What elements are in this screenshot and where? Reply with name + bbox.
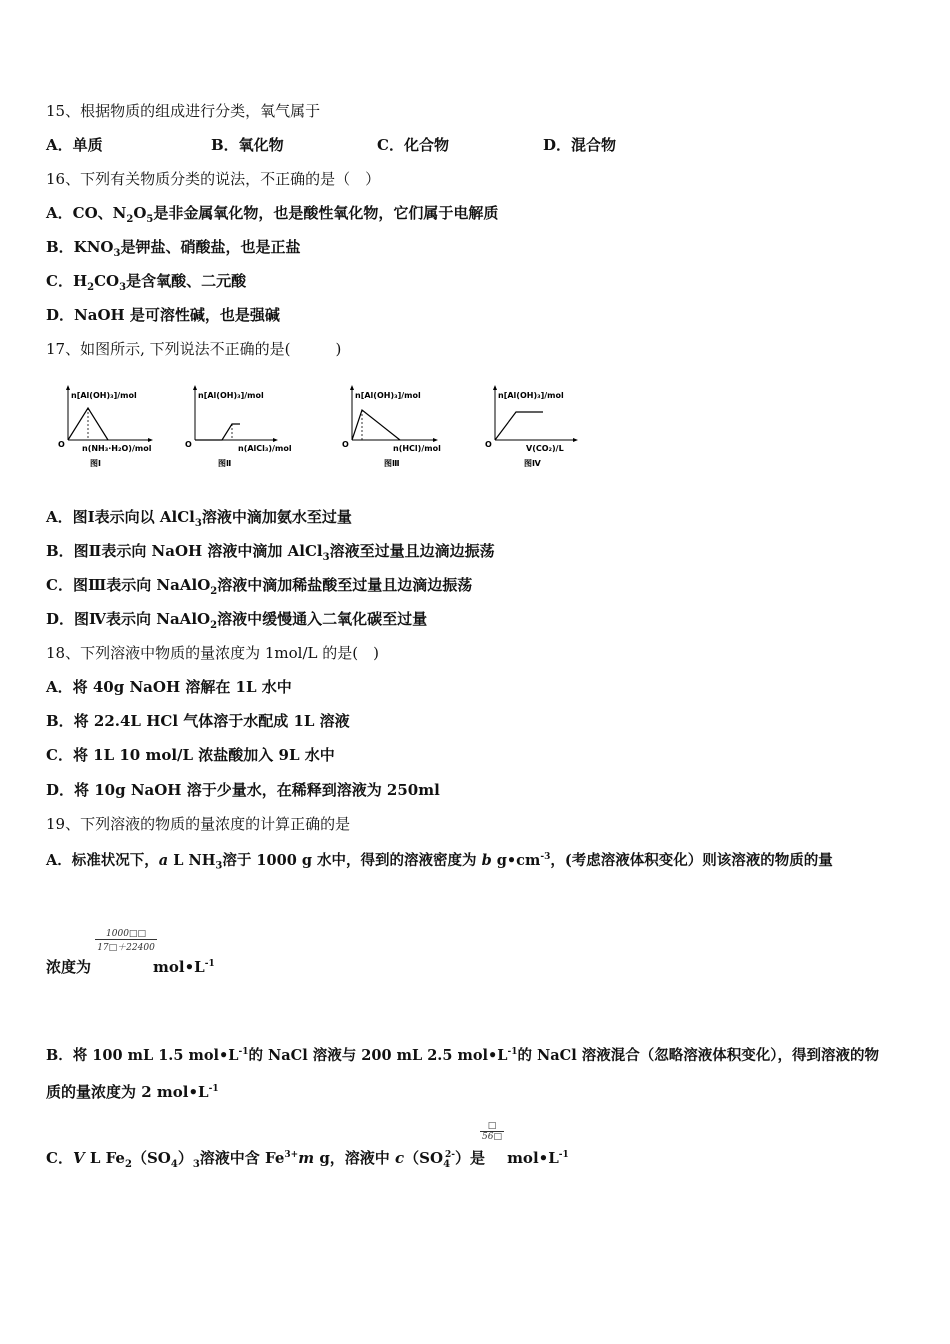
- graph-4-xlabel: V(CO₂)/L: [526, 444, 564, 453]
- graph-1-origin: O: [58, 440, 65, 449]
- graph-1-xlabel: n(NH₃·H₂O)/mol: [82, 444, 152, 453]
- q17-option-c: C．图Ⅲ表示向 NaAlO$_2$溶液中滴加稀盐酸至过量且边滴边振荡: [46, 576, 473, 597]
- q16-option-b: B．$KNO_3$是钾盐、硝酸盐，也是正盐: [46, 238, 301, 259]
- graph-1-caption: 图Ⅰ: [90, 459, 101, 468]
- q16-option-d: D．NaOH 是可溶性碱，也是强碱: [46, 306, 280, 324]
- q19-option-a-line1: A．标准状况下，a L $NH_3$溶于 1000 g 水中，得到的溶液密度为 b $g•cm^{-3}$，(考虑溶液体积变化）则该溶液的物质的量: [46, 851, 833, 872]
- q15-option-c: C．化合物: [377, 136, 449, 154]
- q19-a-fraction-numerator: 1000□□: [106, 929, 146, 939]
- q19-a-fraction: [95, 929, 157, 953]
- graph-1-ylabel: n[Al(OH)₃]/mol: [71, 391, 137, 400]
- q19-option-b-line1: B．将 100 mL 1.5 $mol•L^{-1}$的 NaCl 溶液与 200 mL 2.5 $mol•L^{-1}$的 NaCl 溶液混合（忽略溶液体积变化），得到溶液的物: [46, 1046, 880, 1064]
- graph-2-xlabel: n(AlCl₃)/mol: [238, 444, 292, 453]
- q18-stem: 18、下列溶液中物质的量浓度为 1mol/L 的是( ): [46, 644, 379, 662]
- q18-option-b: B．将 22.4L HCl 气体溶于水配成 1L 溶液: [46, 712, 350, 730]
- q19-c-fraction-numerator: □: [487, 1121, 497, 1131]
- graph-2: [185, 385, 292, 468]
- graph-4-origin: O: [485, 440, 492, 449]
- q16-option-a: A．CO、$N_2O_5$是非金属氧化物，也是酸性氧化物，它们属于电解质: [46, 204, 499, 225]
- q19-option-b-line2: 质的量浓度为 2 $mol•L^{-1}$: [46, 1083, 219, 1101]
- q19-c-fraction: [480, 1121, 504, 1142]
- q16-option-c: C．$H_2CO_3$是含氧酸、二元酸: [46, 272, 247, 293]
- q15-option-b: B．氧化物: [211, 136, 284, 154]
- q17-option-b: B．图Ⅱ表示向 NaOH 溶液中滴加 AlCl$_3$溶液至过量且边滴边振荡: [46, 542, 495, 563]
- q17-option-d: D．图Ⅳ表示向 NaAlO$_2$溶液中缓慢通入二氧化碳至过量: [46, 610, 428, 631]
- graph-2-origin: O: [185, 440, 192, 449]
- q18-option-d: D．将 10g NaOH 溶于少量水，在稀释到溶液为 250ml: [46, 781, 440, 799]
- graph-3-origin: O: [342, 440, 349, 449]
- q17-graphs: [50, 380, 590, 480]
- graph-1: [58, 385, 153, 468]
- q15-option-a: A．单质: [46, 136, 103, 154]
- q17-option-a: A．图Ⅰ表示向以 AlCl$_3$溶液中滴加氨水至过量: [46, 508, 352, 529]
- graph-4-ylabel: n[Al(OH)₃]/mol: [498, 391, 564, 400]
- q17-stem: 17、如图所示, 下列说法不正确的是( ): [46, 340, 342, 358]
- q18-option-a: A．将 40g NaOH 溶解在 1L 水中: [46, 678, 292, 696]
- graph-2-ylabel: n[Al(OH)₃]/mol: [198, 391, 264, 400]
- graph-3-caption: 图Ⅲ: [384, 459, 400, 468]
- graph-2-caption: 图Ⅱ: [218, 459, 232, 468]
- q19-a-fraction-denominator: 17□＋22400: [95, 939, 157, 953]
- q19-stem: 19、下列溶液的物质的量浓度的计算正确的是: [46, 815, 351, 833]
- q15-stem: 15、根据物质的组成进行分类，氧气属于: [46, 102, 321, 120]
- graph-3-ylabel: n[Al(OH)₃]/mol: [355, 391, 421, 400]
- q19-option-c: C．V L $Fe_2(SO_4)_3$溶液中含 $Fe^{3+}m$ g，溶液中 $c(SO_4^{2-})$是 $mol•L^{-1}$: [46, 1149, 569, 1170]
- q15-option-d: D．混合物: [543, 136, 617, 154]
- graph-4-caption: 图Ⅳ: [524, 459, 541, 468]
- q16-stem: 16、下列有关物质分类的说法，不正确的是（ ）: [46, 170, 381, 188]
- graph-4: [485, 385, 578, 468]
- q19-c-fraction-denominator: 56□: [480, 1131, 504, 1142]
- q19-option-a-line2: 浓度为 $mol•L^{-1}$: [46, 958, 215, 976]
- q18-option-c: C．将 1L 10 mol/L 浓盐酸加入 9L 水中: [46, 746, 335, 764]
- graph-3-xlabel: n(HCl)/mol: [393, 444, 441, 453]
- graph-3: [342, 385, 441, 468]
